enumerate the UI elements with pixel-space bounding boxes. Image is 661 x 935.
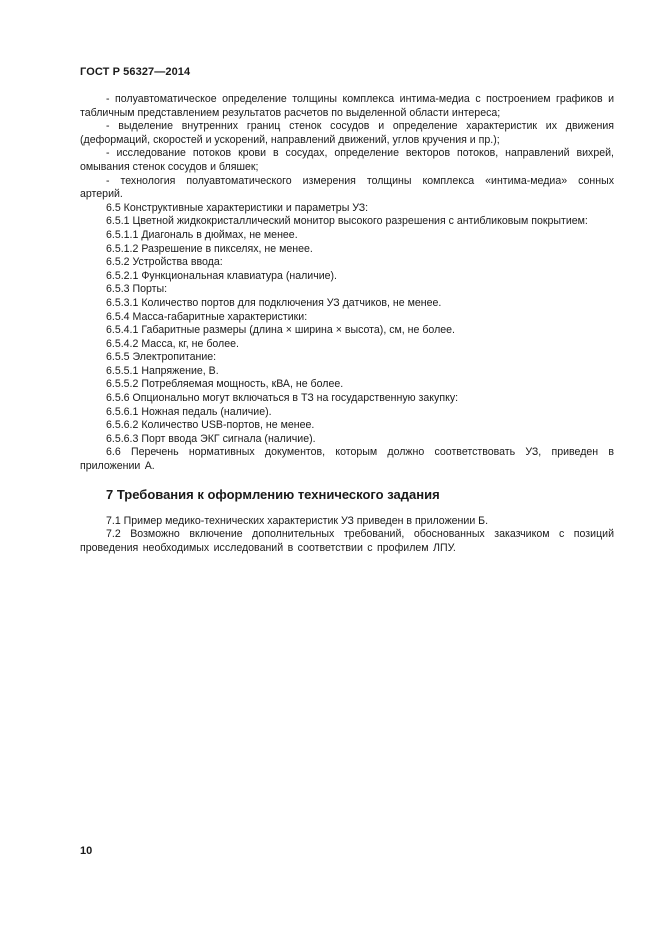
paragraph-6-5-4: 6.5.4 Масса-габаритные характеристики: bbox=[106, 310, 308, 323]
paragraph-6-6: 6.6 Перечень нормативных документов, которым должно соответствовать УЗ, приведен в приложении А. bbox=[80, 446, 614, 473]
paragraph-6-5-4-2: 6.5.4.2 Масса, кг, не более. bbox=[106, 337, 239, 350]
paragraph-7-2: 7.2 Возможно включение дополнительных требований, обоснованных заказчиком с позиций проведения необходимых исследований в соответствии с профилем ЛПУ. bbox=[80, 528, 614, 554]
paragraph-6-5-5-1: 6.5.5.1 Напряжение, В. bbox=[106, 364, 219, 377]
paragraph-6-5-2: 6.5.2 Устройства ввода: bbox=[106, 256, 223, 269]
paragraph-6-5-3: 6.5.3 Порты: bbox=[106, 283, 168, 296]
paragraph-bullet-3: - исследование потоков крови в сосудах, определение векторов потоков, направлений вихрей, омывания стенок сосудов и бляшек; bbox=[80, 147, 614, 173]
paragraph-bullet-1: - полуавтоматическое определение толщины комплекса интима-медиа с построением графиков и табличным представлением результатов расчетов по выделенной области интереса; bbox=[80, 93, 614, 119]
section-7-heading: 7 Требования к оформлению технического задания bbox=[106, 486, 440, 502]
paragraph-6-5-5: 6.5.5 Электропитание: bbox=[106, 351, 217, 364]
paragraph-6-5-1-1: 6.5.1.1 Диагональ в дюймах, не менее. bbox=[106, 228, 298, 241]
paragraph-6-5-6-2: 6.5.6.2 Количество USB-портов, не менее. bbox=[106, 419, 315, 432]
page-number: 10 bbox=[80, 845, 93, 857]
paragraph-bullet-4: - технология полуавтоматического измерения толщины комплекса «интима-медиа» сонных артерий. bbox=[80, 174, 614, 201]
paragraph-7-1: 7.1 Пример медико-технических характеристик УЗ приведен в приложении Б. bbox=[106, 514, 489, 527]
paragraph-6-5-3-1: 6.5.3.1 Количество портов для подключения УЗ датчиков, не менее. bbox=[106, 296, 442, 309]
page-content bbox=[80, 93, 614, 555]
paragraph-bullet-2: - выделение внутренних границ стенок сосудов и определение характеристик их движения (деформаций, скоростей и ускорений, направлений движений, углов кручения и пр.); bbox=[80, 120, 614, 146]
paragraph-6-5-1-2: 6.5.1.2 Разрешение в пикселях, не менее. bbox=[106, 242, 313, 255]
paragraph-6-5-1: 6.5.1 Цветной жидкокристаллический монитор высокого разрешения с антибликовым покрытием: bbox=[106, 215, 588, 228]
paragraph-6-5-6-3: 6.5.6.3 Порт ввода ЭКГ сигнала (наличие). bbox=[106, 432, 316, 445]
paragraph-6-5-6-1: 6.5.6.1 Ножная педаль (наличие). bbox=[106, 405, 272, 418]
paragraph-6-5: 6.5 Конструктивные характеристики и параметры УЗ: bbox=[106, 201, 369, 214]
document-header: ГОСТ Р 56327—2014 bbox=[80, 66, 191, 78]
paragraph-6-5-4-1: 6.5.4.1 Габаритные размеры (длина × ширина × высота), см, не более. bbox=[106, 324, 456, 337]
paragraph-6-5-5-2: 6.5.5.2 Потребляемая мощность, кВА, не более. bbox=[106, 378, 344, 391]
paragraph-6-5-6: 6.5.6 Опционально могут включаться в ТЗ на государственную закупку: bbox=[106, 392, 459, 405]
paragraph-6-5-2-1: 6.5.2.1 Функциональная клавиатура (наличие). bbox=[106, 269, 337, 282]
